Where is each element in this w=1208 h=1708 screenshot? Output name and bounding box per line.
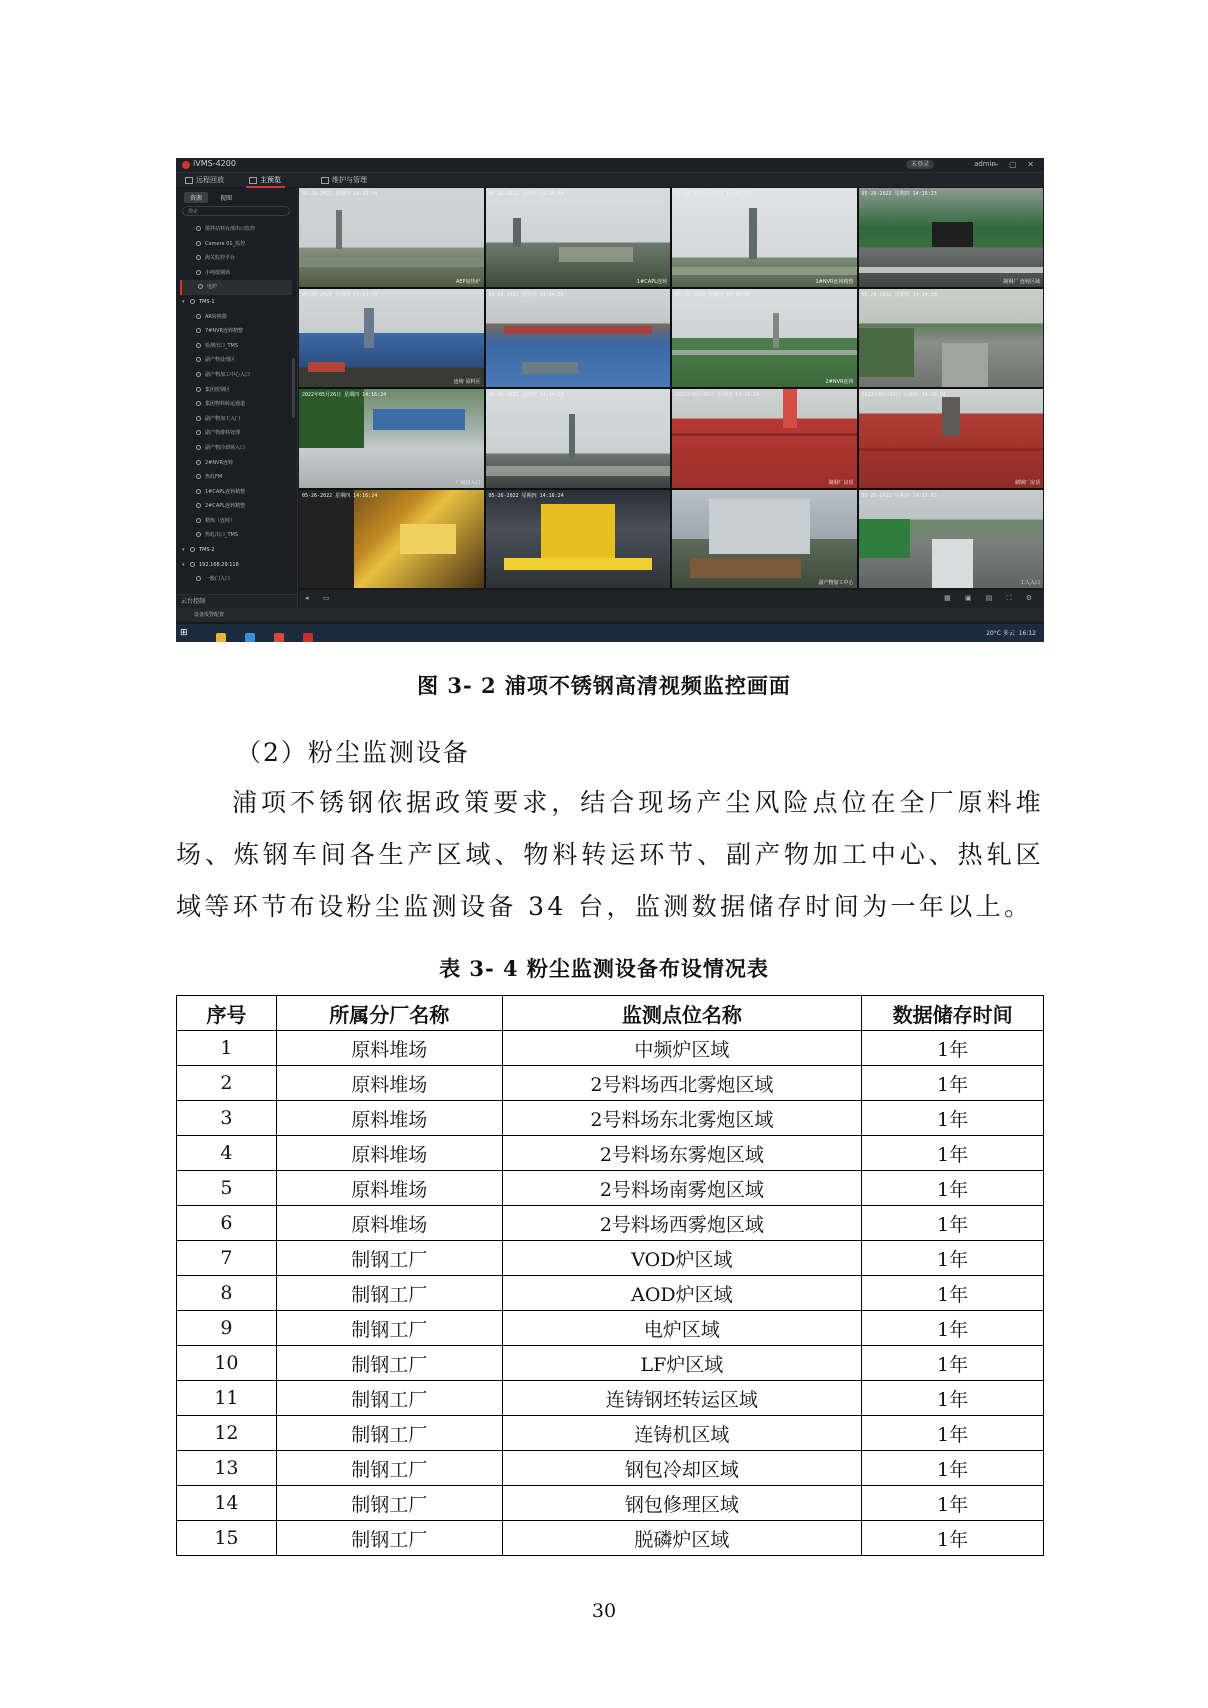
tree-group[interactable] (180, 295, 292, 310)
tree-item-label: 192.168.29.118 (199, 561, 239, 568)
login-button[interactable]: 未登录 (906, 160, 934, 169)
camera-icon (196, 314, 201, 319)
camera-icon (196, 387, 201, 392)
cell-retention: 1年 (862, 1416, 1044, 1451)
monitoring-screenshot (176, 158, 1044, 642)
scene-shape (308, 362, 345, 372)
scene-shape (859, 267, 1044, 273)
app-logo-icon (182, 161, 190, 169)
scene-shape (559, 247, 633, 262)
tree-camera-item[interactable] (180, 222, 292, 237)
scene-shape (932, 539, 973, 588)
cell-index: 8 (177, 1276, 277, 1311)
tree-camera-item[interactable] (180, 397, 292, 412)
cell-plant: 制钢工厂 (276, 1381, 502, 1416)
clock-text: 16:12 (1018, 630, 1036, 637)
folder-icon (190, 299, 195, 304)
scene-shape (486, 466, 671, 476)
cell-plant: 制钢工厂 (276, 1451, 502, 1486)
tree-item-label: 副产物冷却场入口 (205, 444, 246, 451)
preview-toolbar (299, 590, 1044, 608)
scene-shape (749, 208, 757, 259)
video-timestamp: 05-26-2022 星期四 14:14:38 (302, 291, 378, 298)
tree-group[interactable] (180, 558, 292, 573)
camera-icon (196, 576, 201, 581)
camera-icon (196, 460, 201, 465)
section-heading: （2）粉尘监测设备 (236, 738, 470, 767)
tree-camera-item[interactable] (180, 426, 292, 441)
chevron-down-icon[interactable]: ▾ (182, 547, 185, 554)
camera-name: 制钢厂房顶 (1014, 479, 1040, 486)
tree-item-label: 副产物处理区 (205, 357, 236, 364)
cell-point: AOD炉区域 (502, 1276, 862, 1311)
video-timestamp: 05-26-2022 星期四 14:14:38 (488, 392, 564, 398)
cell-index: 13 (177, 1451, 277, 1486)
scene-shape (942, 343, 988, 387)
layout-controls[interactable]: ▦ ▣ ▤ ⛶ ⚙ (944, 594, 1038, 602)
camera-name: 副产物加工中心 (818, 580, 854, 586)
tree-item-label: 热轧出口_TMS (205, 532, 239, 539)
cell-retention: 1年 (862, 1031, 1044, 1066)
camera-icon (196, 532, 201, 537)
tab-label: 主预览 (260, 176, 281, 184)
preview-icon (249, 177, 257, 184)
cell-point: 连铸机区域 (502, 1416, 862, 1451)
app-menubar (176, 173, 1044, 187)
scene-shape (773, 313, 779, 347)
scene-shape (400, 524, 455, 554)
camera-name: 广场出入口 (455, 479, 481, 486)
cell-plant: 原料堆场 (276, 1031, 502, 1066)
camera-name: 制钢厂房顶 (828, 479, 854, 486)
camera-icon (196, 343, 201, 348)
camera-icon (196, 357, 201, 362)
tab-main-preview[interactable] (246, 175, 285, 188)
tree-item-label: 小吨废钢场 (205, 269, 231, 276)
tree-camera-item[interactable] (180, 280, 292, 295)
scene-shape (709, 499, 810, 553)
video-tile[interactable] (859, 188, 1044, 287)
scene-shape (504, 326, 652, 334)
cell-point: LF炉区域 (502, 1346, 862, 1381)
video-timestamp: 05-26-2022 星期四 14:14:38 (488, 291, 564, 298)
cell-retention: 1年 (862, 1276, 1044, 1311)
cell-retention: 1年 (862, 1171, 1044, 1206)
tree-group[interactable] (180, 543, 292, 558)
camera-icon (196, 518, 201, 523)
tree-camera-item[interactable] (180, 412, 292, 427)
cell-plant: 制钢工厂 (276, 1241, 502, 1276)
resource-sidebar (176, 188, 298, 608)
table-row (177, 1136, 1044, 1171)
scene-shape (299, 257, 484, 267)
dust-monitor-table (176, 995, 1044, 1556)
video-timestamp: 2022年05月26日 星期四 14:16:24 (302, 392, 387, 398)
table-row (177, 1486, 1044, 1521)
scene-shape (513, 218, 521, 248)
tree-camera-item[interactable] (180, 251, 292, 266)
cell-point: 2号料场西北雾炮区域 (502, 1066, 862, 1101)
cell-retention: 1年 (862, 1521, 1044, 1556)
video-tile[interactable] (859, 389, 1044, 488)
table-row (177, 1521, 1044, 1556)
scene-shape (569, 414, 575, 458)
camera-icon (196, 430, 201, 435)
cell-plant: 制钢工厂 (276, 1276, 502, 1311)
camera-icon (196, 401, 201, 406)
video-timestamp: 05-26-2022 星期四 14:33:53 (675, 191, 751, 197)
tree-camera-item[interactable] (180, 441, 292, 456)
tree-camera-item[interactable] (180, 383, 292, 398)
scene-shape (373, 409, 465, 431)
cell-retention: 1年 (862, 1066, 1044, 1101)
tree-camera-item[interactable] (180, 266, 292, 281)
cell-point: 钢包冷却区域 (502, 1451, 862, 1486)
playback-controls[interactable]: ◂ ▭ (305, 594, 336, 602)
scene-shape (541, 504, 615, 558)
system-tray (986, 628, 1036, 637)
cell-index: 2 (177, 1066, 277, 1101)
cell-point: 中频炉区域 (502, 1031, 862, 1066)
header-retention: 数据储存时间 (862, 996, 1044, 1031)
chevron-down-icon[interactable]: ▾ (182, 561, 185, 568)
tree-item-label: 集团废钢区 (205, 386, 231, 393)
table-caption: 表 3- 4 粉尘监测设备布设情况表 (439, 956, 769, 981)
video-tile[interactable] (486, 490, 671, 589)
video-timestamp: 05-26-2022 星期四 14:16:24 (302, 492, 378, 499)
camera-icon (196, 328, 201, 333)
cell-retention: 1年 (862, 1486, 1044, 1521)
table-row (177, 1276, 1044, 1311)
tree-item-label: TMS-1 (199, 298, 215, 305)
video-timestamp: 05-26-2022 星期四 14:16:24 (488, 492, 564, 499)
cell-retention: 1年 (862, 1136, 1044, 1171)
taskbar-apps (216, 628, 327, 642)
cell-plant: 制钢工厂 (276, 1346, 502, 1381)
video-tile[interactable] (672, 188, 857, 287)
table-row (177, 1101, 1044, 1136)
cell-point: 2号料场东雾炮区域 (502, 1136, 862, 1171)
table-row (177, 1206, 1044, 1241)
scene-shape (672, 267, 857, 275)
header-index: 序号 (177, 996, 277, 1031)
tree-camera-item[interactable] (180, 499, 292, 514)
video-timestamp: 05-26-2022 星期四 14:16:23 (861, 191, 937, 197)
tree-item-label: 热轧FM (205, 474, 223, 481)
video-timestamp: 05-26-2022 星期四 14:33:54 (302, 191, 378, 197)
table-row (177, 1031, 1044, 1066)
folder-icon (190, 562, 195, 567)
ivms-icon[interactable] (303, 633, 313, 642)
cell-plant: 原料堆场 (276, 1171, 502, 1206)
scene-shape (690, 558, 801, 578)
tree-camera-item[interactable] (180, 528, 292, 543)
cell-point: 2号料场东北雾炮区域 (502, 1101, 862, 1136)
video-tile[interactable] (486, 188, 671, 287)
video-timestamp: 05-26-2022 星期四 14:13:03 (861, 492, 937, 499)
page-number: 30 (591, 1600, 617, 1622)
video-timestamp: 2022年05月26日 星期四 14:16:24 (861, 392, 946, 398)
video-tile[interactable] (859, 289, 1044, 388)
video-timestamp: 05-26-2022 星期四 14:33:53 (675, 291, 751, 298)
cell-index: 14 (177, 1486, 277, 1521)
camera-name: 工人入口 (1019, 580, 1040, 586)
cell-retention: 1年 (862, 1346, 1044, 1381)
cell-point: 2号料场南雾炮区域 (502, 1171, 862, 1206)
scene-shape (504, 558, 652, 570)
scene-shape (522, 362, 577, 374)
figure-caption: 图 3- 2 浦项不锈钢高清视频监控画面 (417, 673, 791, 698)
cell-index: 9 (177, 1311, 277, 1346)
chevron-down-icon[interactable]: ▾ (182, 298, 185, 305)
folder-icon (190, 547, 195, 552)
scene-shape (859, 328, 914, 377)
cell-retention: 1年 (862, 1241, 1044, 1276)
tree-item-label: 搅拌站料台部出口监控 (205, 226, 256, 232)
user-menu[interactable]: admin (974, 160, 996, 168)
tree-item-label: AR转换器 (205, 313, 227, 320)
camera-name: 1#CAPL连铸 (636, 278, 667, 285)
maintenance-icon (321, 177, 329, 184)
tree-item-label: Camera 01_监控 (205, 240, 246, 247)
windows-start-icon[interactable]: ⊞ (180, 628, 188, 638)
table-header-row (177, 996, 1044, 1031)
tree-item-label: 1#CAPL连铸精整 (205, 488, 246, 495)
tree-item-label: 精炼（连铸） (205, 517, 236, 524)
app-title: iVMS-4200 (193, 159, 236, 168)
camera-icon (198, 284, 203, 289)
cell-point: 2号料场西雾炮区域 (502, 1206, 862, 1241)
tree-item-label: 2#NVR连铸 (205, 459, 234, 466)
camera-name: 1#NVR连铸精整 (815, 278, 854, 285)
cell-plant: 原料堆场 (276, 1066, 502, 1101)
cell-index: 6 (177, 1206, 277, 1241)
camera-icon (196, 416, 201, 421)
cell-index: 1 (177, 1031, 277, 1066)
video-tile[interactable] (299, 389, 484, 488)
scene-shape (859, 448, 1044, 451)
status-text: 设备报警配置 (194, 612, 225, 618)
camera-name: 制钢厂 连铸区域 (1003, 278, 1040, 285)
tree-item-label: 电炉 (207, 284, 218, 291)
cell-plant: 制钢工厂 (276, 1486, 502, 1521)
video-timestamp: 2022年05月26日 星期四 14:16:24 (675, 392, 760, 398)
windows-taskbar (176, 624, 1044, 642)
header-point: 监测点位名称 (502, 996, 862, 1031)
scene-shape (942, 397, 960, 436)
search-input[interactable]: 搜索 (182, 206, 290, 216)
scene-shape (859, 519, 911, 558)
cell-index: 4 (177, 1136, 277, 1171)
tree-camera-item[interactable] (180, 368, 292, 383)
status-bar (176, 608, 1044, 622)
cell-index: 5 (177, 1171, 277, 1206)
table-row (177, 1381, 1044, 1416)
cell-point: 脱磷炉区域 (502, 1521, 862, 1556)
tree-camera-item[interactable] (180, 485, 292, 500)
tree-item-label: 2#CAPL连铸精整 (205, 503, 246, 510)
camera-name: AEP加热炉 (455, 278, 481, 285)
tree-item-label: 副产物加工中心入口 (205, 371, 251, 378)
device-tree (180, 222, 292, 587)
app-titlebar (176, 158, 1044, 173)
camera-icon (196, 474, 201, 479)
camera-icon (196, 226, 201, 231)
cell-index: 3 (177, 1101, 277, 1136)
tree-camera-item[interactable] (180, 237, 292, 252)
camera-name: 2#NVR连铸 (825, 379, 854, 385)
tree-camera-item[interactable] (180, 353, 292, 368)
sidebar-tabs (184, 192, 242, 203)
app-icon[interactable] (245, 633, 255, 642)
cell-index: 11 (177, 1381, 277, 1416)
cell-point: 连铸钢坯转运区域 (502, 1381, 862, 1416)
scene-shape (783, 389, 798, 428)
playback-icon (185, 177, 193, 184)
video-tile[interactable] (672, 289, 857, 388)
scene-shape (672, 433, 857, 436)
ptz-control-panel[interactable]: 云台控制 (176, 594, 297, 608)
table-row (177, 1171, 1044, 1206)
video-tile[interactable] (486, 289, 671, 388)
cell-index: 10 (177, 1346, 277, 1381)
tab-maintenance[interactable] (318, 175, 371, 186)
table-row (177, 1416, 1044, 1451)
video-grid (299, 188, 1043, 588)
tree-camera-item[interactable] (180, 514, 292, 529)
tree-item-label: 集团物料转运通道 (205, 401, 246, 408)
cell-retention: 1年 (862, 1206, 1044, 1241)
cell-plant: 制钢工厂 (276, 1416, 502, 1451)
tree-item-label: 7#NVR连铸精整 (205, 328, 244, 335)
tree-item-label: 副产物加工入门 (205, 415, 241, 422)
sidebar-scrollbar[interactable] (292, 358, 295, 418)
video-tile[interactable] (672, 389, 857, 488)
cell-plant: 原料堆场 (276, 1206, 502, 1241)
camera-name: 连铸 原料区 (453, 379, 481, 385)
scene-shape (672, 350, 857, 356)
scene-shape (364, 308, 374, 347)
weather-text: 20°C 多云 (986, 630, 1015, 637)
cell-retention: 1年 (862, 1311, 1044, 1346)
table-row (177, 1066, 1044, 1101)
tab-label: 远程回放 (196, 176, 224, 184)
camera-icon (196, 255, 201, 260)
tab-views[interactable]: 视图 (219, 195, 232, 202)
camera-icon (196, 445, 201, 450)
tab-remote-playback[interactable] (182, 175, 228, 186)
cell-point: VOD炉区域 (502, 1241, 862, 1276)
tab-label: 维护与管理 (332, 176, 367, 184)
table-row (177, 1346, 1044, 1381)
scene-shape (299, 490, 354, 589)
cell-point: 钢包修理区域 (502, 1486, 862, 1521)
camera-icon (196, 241, 201, 246)
tree-item-label: 一般门入口 (205, 576, 231, 583)
video-tile[interactable] (859, 490, 1044, 589)
table-row (177, 1241, 1044, 1276)
tree-camera-item[interactable] (180, 572, 292, 587)
video-timestamp: 05-26-2022 星期四 14:14:38 (488, 191, 564, 197)
header-plant: 所属分厂名称 (276, 996, 502, 1031)
cell-index: 12 (177, 1416, 277, 1451)
camera-icon (196, 270, 201, 275)
tree-camera-item[interactable] (180, 310, 292, 325)
cell-plant: 制钢工厂 (276, 1521, 502, 1556)
scene-shape (932, 222, 973, 247)
cell-retention: 1年 (862, 1381, 1044, 1416)
table-row (177, 1451, 1044, 1486)
cell-point: 电炉区域 (502, 1311, 862, 1346)
cell-retention: 1年 (862, 1451, 1044, 1486)
video-tile[interactable] (299, 490, 484, 589)
tree-item-label: 海关监控平台 (205, 255, 236, 262)
camera-icon (196, 372, 201, 377)
tree-item-label: TMS-2 (199, 547, 215, 554)
video-timestamp: 05-26-2022 星期四 14:14:38 (861, 291, 937, 298)
tree-camera-item[interactable] (180, 456, 292, 471)
tree-item-label: 检测出口_TMS (205, 342, 239, 349)
browser-icon[interactable] (274, 633, 284, 642)
table-row (177, 1311, 1044, 1346)
camera-icon (196, 489, 201, 494)
video-tile[interactable] (672, 490, 857, 589)
cell-index: 15 (177, 1521, 277, 1556)
video-tile[interactable] (299, 289, 484, 388)
tree-camera-item[interactable] (180, 470, 292, 485)
cell-index: 7 (177, 1241, 277, 1276)
tree-camera-item[interactable] (180, 324, 292, 339)
window-controls[interactable]: — ▢ ✕ (990, 160, 1038, 169)
scene-shape (336, 210, 342, 249)
tree-camera-item[interactable] (180, 339, 292, 354)
cell-plant: 原料堆场 (276, 1101, 502, 1136)
cell-plant: 原料堆场 (276, 1136, 502, 1171)
tab-resources[interactable]: 资源 (184, 192, 208, 203)
tree-item-label: 副产物堆料处理 (205, 430, 241, 437)
video-tile[interactable] (299, 188, 484, 287)
cell-retention: 1年 (862, 1101, 1044, 1136)
video-tile[interactable] (486, 389, 671, 488)
camera-icon (196, 503, 201, 508)
body-paragraph: 浦项不锈钢依据政策要求，结合现场产尘风险点位在全厂原料堆场、炼钢车间各生产区域、物料转运环节、副产物加工中心、热轧区域等环节布设粉尘监测设备 34 台，监测数据储存时间为一年以上。 (176, 788, 1044, 921)
folder-icon[interactable] (216, 633, 226, 642)
cell-plant: 制钢工厂 (276, 1311, 502, 1346)
